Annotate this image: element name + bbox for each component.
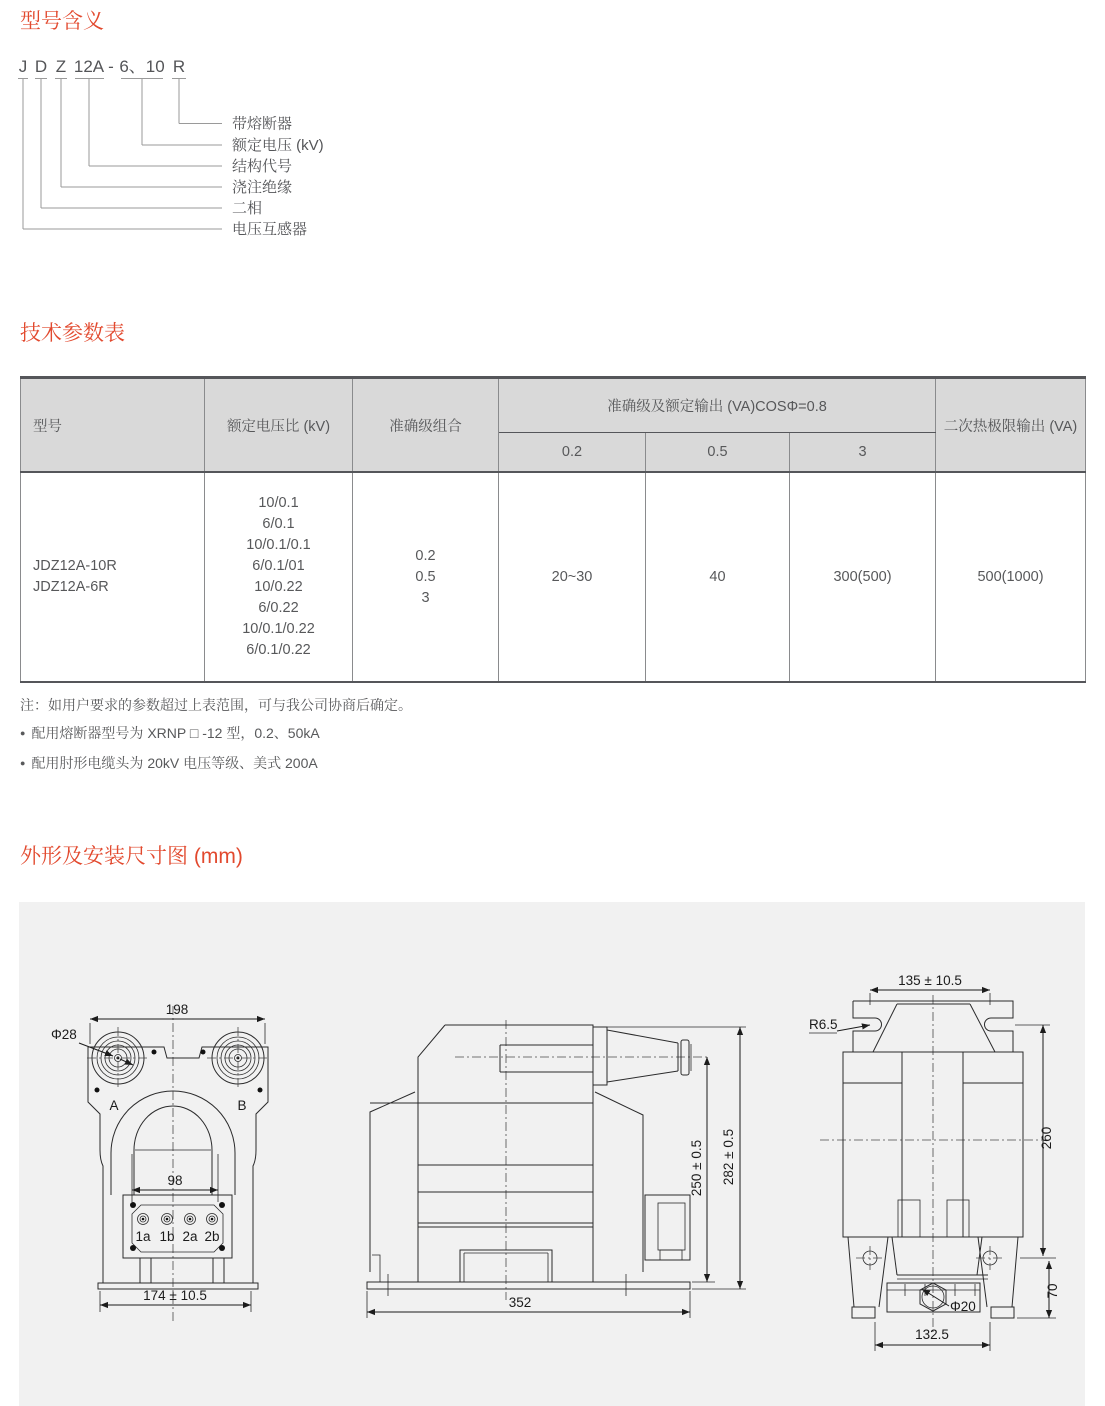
terminal-label-2b: 2b xyxy=(204,1229,220,1244)
label-insulation: 浇注绝缘 xyxy=(232,179,293,196)
terminal-label-2a: 2a xyxy=(182,1229,198,1244)
section-title-tech-params: 技术参数表 xyxy=(20,322,125,345)
col-header-output-group: 准确级及额定输出 (VA)COSΦ=0.8 xyxy=(499,378,936,433)
section-title-model-meaning: 型号含义 xyxy=(20,10,104,33)
table-note: 注：如用户要求的参数超过上表范围，可与我公司协商后确定。 xyxy=(20,697,412,713)
cell-output-3: 300(500) xyxy=(790,472,936,682)
svg-text:260: 260 xyxy=(1039,1126,1054,1150)
front-base xyxy=(98,1258,258,1289)
svg-text:R6.5: R6.5 xyxy=(809,1017,838,1032)
front-terminal-box xyxy=(123,1195,232,1258)
front-dim-198 xyxy=(90,1002,265,1044)
code-letter-z: Z xyxy=(55,57,67,76)
label-transformer: 电压互感器 xyxy=(232,221,308,238)
col-header-class-3: 3 xyxy=(790,433,936,473)
section-title-dimensions: 外形及安装尺寸图 (mm) xyxy=(20,845,243,868)
cell-output-05: 40 xyxy=(646,472,790,682)
dimension-drawings-panel xyxy=(19,902,1085,1406)
code-connector-lines xyxy=(23,79,222,230)
svg-text:352: 352 xyxy=(508,1295,532,1310)
rear-dim-1325 xyxy=(875,1322,990,1351)
code-letter-d: D xyxy=(34,57,48,76)
code-fuse: R xyxy=(172,57,186,76)
code-struct: 12A xyxy=(73,57,105,76)
side-view-drawing xyxy=(360,1000,780,1406)
label-struct: 结构代号 xyxy=(232,158,293,175)
label-fuse: 带熔断器 xyxy=(232,115,293,133)
svg-text:282 ± 0.5: 282 ± 0.5 xyxy=(721,1128,736,1186)
front-dim-174 xyxy=(100,1288,251,1312)
rear-dim-70 xyxy=(1017,1258,1060,1318)
front-terminal-a xyxy=(87,1027,149,1089)
model-name: JDZ12A-6R xyxy=(33,579,109,595)
bullet-icon: ● xyxy=(20,728,26,738)
rear-nut-box xyxy=(887,1283,980,1314)
svg-text:198: 198 xyxy=(165,1002,189,1017)
code-letter-j: J xyxy=(18,57,28,76)
side-bushing xyxy=(500,1027,691,1085)
svg-text:98: 98 xyxy=(167,1173,183,1188)
side-dim-352 xyxy=(367,1291,690,1318)
svg-text:132.5: 132.5 xyxy=(915,1327,949,1342)
svg-text:70: 70 xyxy=(1045,1283,1060,1299)
code-voltage: 6、10 xyxy=(119,57,165,76)
rear-view-drawing xyxy=(780,975,1080,1406)
front-label-b: B xyxy=(237,1098,247,1113)
front-label-a: A xyxy=(109,1098,119,1113)
model-code-diagram xyxy=(15,50,475,250)
table-row xyxy=(21,472,1086,682)
col-header-class-02: 0.2 xyxy=(499,433,646,473)
svg-text:135 ± 10.5: 135 ± 10.5 xyxy=(898,975,962,988)
svg-text:174 ± 10.5: 174 ± 10.5 xyxy=(143,1288,207,1303)
bullet-icon: ● xyxy=(20,758,26,768)
note-bullet-fuse: ● 配用熔断器型号为 XRNP □ -12 型，0.2、50kA xyxy=(20,725,320,741)
code-dash: - xyxy=(108,57,114,76)
side-dim-250 xyxy=(689,1057,715,1282)
col-header-thermal: 二次热极限输出 (VA) xyxy=(936,378,1086,473)
col-header-model: 型号 xyxy=(21,378,205,473)
col-header-ratio: 额定电压比 (kV) xyxy=(205,378,353,473)
note-bullet-cable: ● 配用肘形电缆头为 20kV 电压等级、美式 200A xyxy=(20,755,318,771)
label-voltage: 额定电压 (kV) xyxy=(232,137,324,154)
cell-ratios: 10/0.1 6/0.1 10/0.1/0.1 6/0.1/01 10/0.22 6/0.22 10/0.1/0.22 6/0.1/0.22 xyxy=(205,472,353,682)
label-phase: 二相 xyxy=(232,200,263,217)
front-body-outline xyxy=(88,1047,268,1283)
rear-dim-260 xyxy=(1015,1025,1054,1256)
cell-accuracy: 0.2 0.5 3 xyxy=(353,472,499,682)
front-terminal-b xyxy=(207,1027,269,1089)
terminal-label-1b: 1b xyxy=(159,1229,175,1244)
cell-models xyxy=(21,472,205,682)
tech-params-table xyxy=(20,376,1086,683)
svg-text:250 ± 0.5: 250 ± 0.5 xyxy=(689,1139,704,1197)
col-header-accuracy: 准确级组合 xyxy=(353,378,499,473)
side-body-outline xyxy=(370,1025,643,1282)
side-door-panel xyxy=(645,1195,690,1260)
terminal-label-1a: 1a xyxy=(135,1229,151,1244)
svg-text:Φ28: Φ28 xyxy=(51,1027,77,1042)
col-header-class-05: 0.5 xyxy=(646,433,790,473)
secondary-terminals xyxy=(138,1214,218,1225)
front-view-drawing xyxy=(30,990,360,1406)
rear-dia20-label: Φ20 xyxy=(950,1299,976,1314)
side-base xyxy=(367,1250,690,1296)
cell-output-02: 20~30 xyxy=(499,472,646,682)
cell-thermal: 500(1000) xyxy=(936,472,1086,682)
model-name: JDZ12A-10R xyxy=(33,558,117,574)
